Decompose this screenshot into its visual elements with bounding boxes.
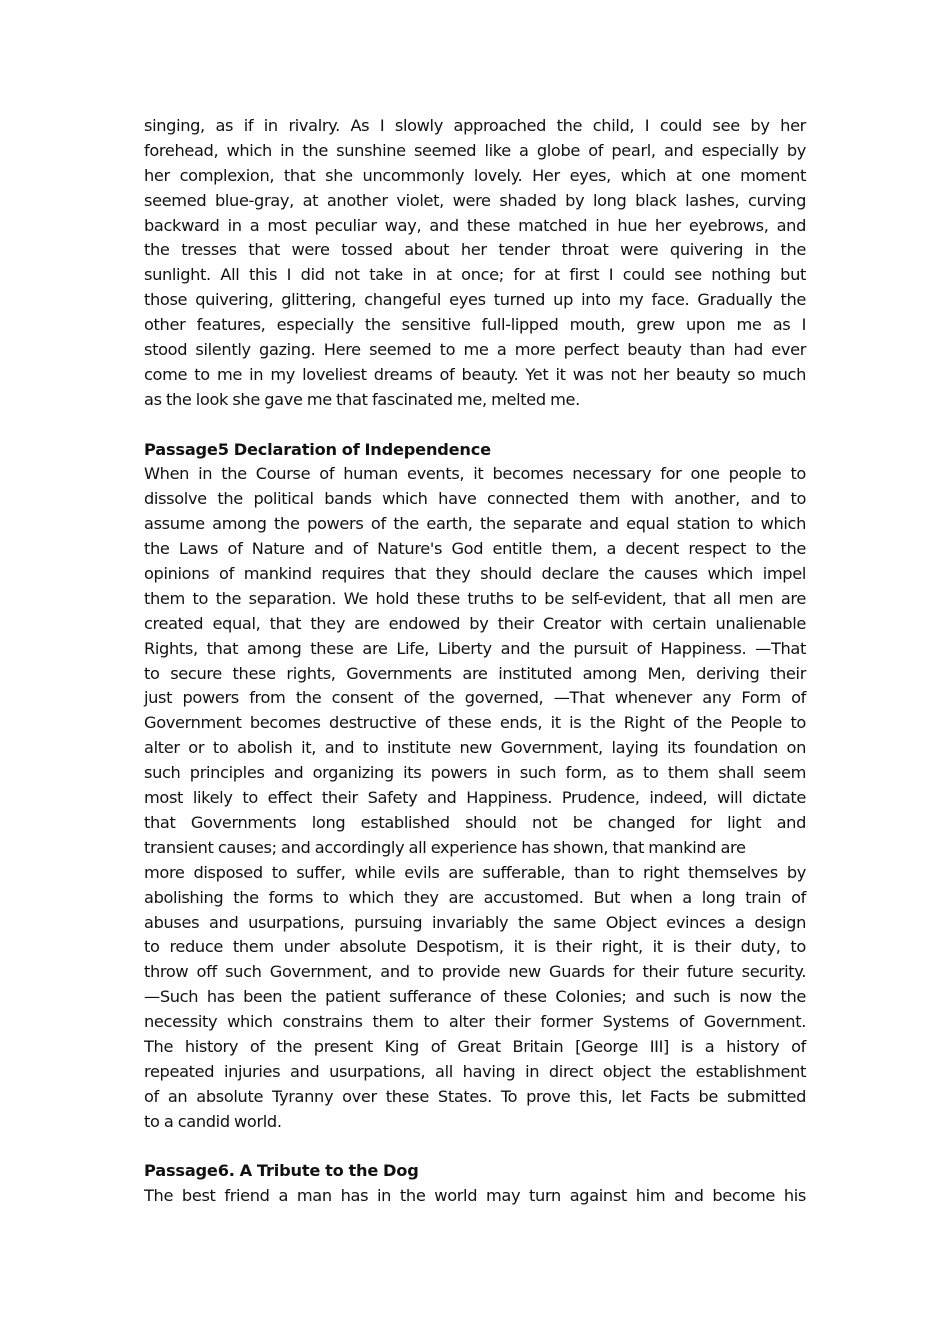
passage-heading: Passage6. A Tribute to the Dog bbox=[144, 1161, 419, 1181]
text-line: opinions of mankind requires that they should declare the causes which impel bbox=[144, 564, 806, 584]
text-line: to reduce them under absolute Despotism, it is their right, it is their duty, to bbox=[144, 937, 806, 957]
passage5-declaration bbox=[144, 438, 806, 1135]
passage-heading: Passage5 Declaration of Independence bbox=[144, 439, 491, 459]
paragraph-spacer bbox=[144, 413, 806, 438]
text-line: When in the Course of human events, it becomes necessary for one people to bbox=[144, 464, 806, 484]
text-line: those quivering, glittering, changeful eyes turned up into my face. Gradually the bbox=[144, 290, 806, 310]
text-line: to secure these rights, Governments are instituted among Men, deriving their bbox=[144, 663, 806, 683]
text-line: backward in a most peculiar way, and these matched in hue her eyebrows, and bbox=[144, 215, 806, 235]
text-line: to a candid world. bbox=[144, 1111, 282, 1131]
text-line: singing, as if in rivalry. As I slowly approached the child, I could see by her bbox=[144, 116, 806, 135]
paragraph-spacer bbox=[144, 1135, 806, 1160]
text-line: the Laws of Nature and of Nature's God entitle them, a decent respect to the bbox=[144, 539, 806, 559]
text-line: created equal, that they are endowed by their Creator with certain unalienable bbox=[144, 613, 806, 633]
text-line: Government becomes destructive of these ends, it is the Right of the People to bbox=[144, 713, 806, 733]
text-line: The best friend a man has in the world may turn against him and become his bbox=[144, 1186, 806, 1206]
text-line: repeated injuries and usurpations, all having in direct object the establishment bbox=[144, 1061, 806, 1081]
text-line: alter or to abolish it, and to institute new Government, laying its foundation on bbox=[144, 738, 806, 758]
text-line: abolishing the forms to which they are accustomed. But when a long train of bbox=[144, 887, 806, 907]
text-line: her complexion, that she uncommonly lovely. Her eyes, which at one moment bbox=[144, 165, 806, 185]
text-line: throw off such Government, and to provide new Guards for their future security. bbox=[144, 962, 806, 982]
text-line: forehead, which in the sunshine seemed like a globe of pearl, and especially by bbox=[144, 140, 806, 160]
passage4-continuation bbox=[144, 114, 806, 413]
text-line: just powers from the consent of the governed, —That whenever any Form of bbox=[144, 688, 806, 708]
text-line: more disposed to suffer, while evils are sufferable, than to right themselves by bbox=[144, 862, 806, 882]
passage6-tribute-to-dog bbox=[144, 1159, 806, 1209]
text-line: abuses and usurpations, pursuing invariably the same Object evinces a design bbox=[144, 912, 806, 932]
text-line: as the look she gave me that fascinated me, melted me. bbox=[144, 389, 580, 409]
text-line: —Such has been the patient sufferance of these Colonies; and such is now the bbox=[144, 987, 806, 1007]
text-line: Rights, that among these are Life, Liberty and the pursuit of Happiness. —That bbox=[144, 638, 806, 658]
text-line: assume among the powers of the earth, the separate and equal station to which bbox=[144, 514, 806, 534]
text-line: them to the separation. We hold these truths to be self-evident, that all men are bbox=[144, 588, 806, 608]
text-line: sunlight. All this I did not take in at once; for at first I could see nothing but bbox=[144, 265, 806, 285]
text-line: of an absolute Tyranny over these States. To prove this, let Facts be submitted bbox=[144, 1086, 806, 1106]
text-line: other features, especially the sensitive full-lipped mouth, grew upon me as I bbox=[144, 315, 806, 335]
text-line: stood silently gazing. Here seemed to me a more perfect beauty than had ever bbox=[144, 340, 806, 360]
text-line: that Governments long established should not be changed for light and bbox=[144, 812, 806, 832]
text-line: transient causes; and accordingly all experience has shown, that mankind are bbox=[144, 837, 746, 857]
text-line: the tresses that were tossed about her tender throat were quivering in the bbox=[144, 240, 806, 260]
text-line: dissolve the political bands which have connected them with another, and to bbox=[144, 489, 806, 509]
text-line: most likely to effect their Safety and Happiness. Prudence, indeed, will dictate bbox=[144, 788, 806, 808]
document-page bbox=[144, 114, 806, 1209]
text-line: come to me in my loveliest dreams of beauty. Yet it was not her beauty so much bbox=[144, 364, 806, 384]
text-line: such principles and organizing its powers in such form, as to them shall seem bbox=[144, 763, 806, 783]
text-line: The history of the present King of Great Britain [George III] is a history of bbox=[144, 1036, 806, 1056]
text-line: seemed blue-gray, at another violet, were shaded by long black lashes, curving bbox=[144, 190, 806, 210]
text-line: necessity which constrains them to alter their former Systems of Government. bbox=[144, 1012, 806, 1032]
